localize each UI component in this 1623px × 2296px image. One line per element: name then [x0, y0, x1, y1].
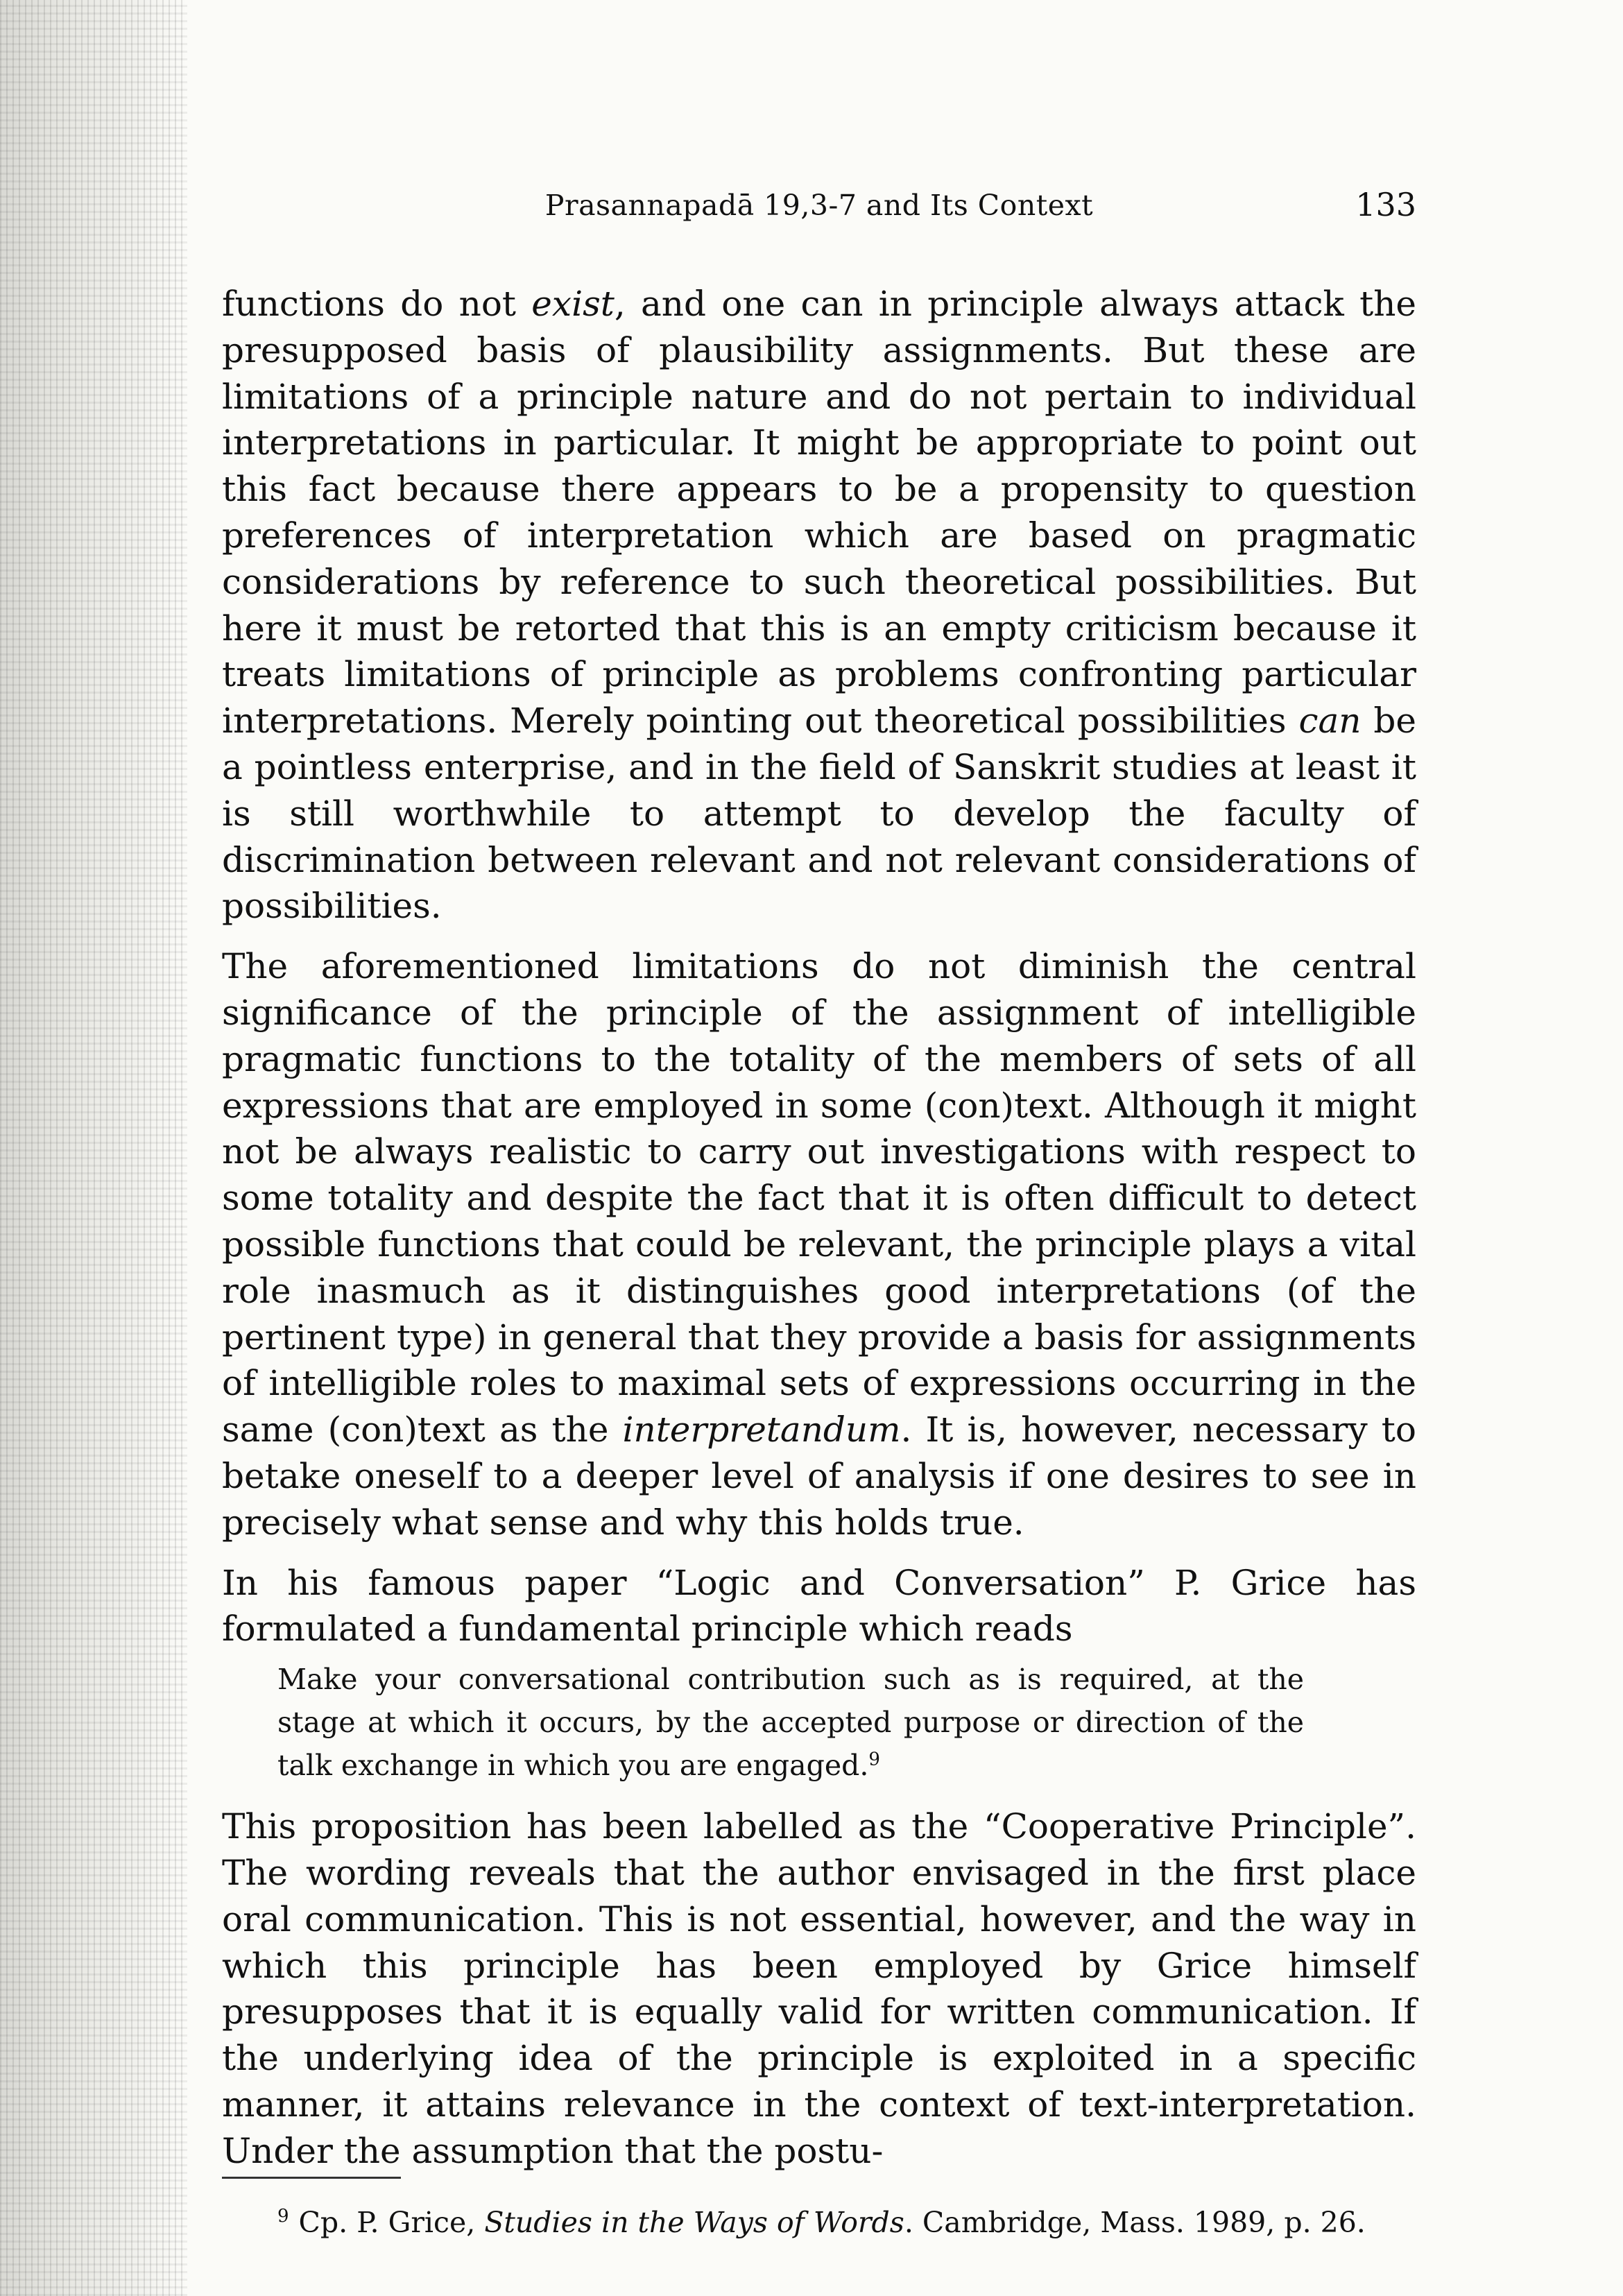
text-run: . It is, however, necessary to betake oneself to a deeper level of analysis if one desires to see in precisely what sense and why this holds true.: [222, 1410, 1416, 1543]
italic-run: can: [1298, 701, 1362, 742]
italic-run: Studies in the Ways of Words: [484, 2206, 904, 2239]
paragraph-1: [222, 281, 1416, 929]
italic-run: interpretandum: [622, 1410, 901, 1450]
text-run: , and one can in principle always attack the presupposed basis of plausibility assignments. But these are limitations of a principle nature and do not pertain to individual interpretations in particular. It might be appropriate to point out this fact because there appears to be a propensity to question preferences of interpretation which are based on pragmatic considerations by reference to such theoretical possibilities. But here it must be retorted that this is an empty criticism because it treats limitations of principle as problems confronting particular interpretations. Merely pointing out theoretical possibilities: [222, 284, 1417, 742]
paragraph-2: [222, 943, 1416, 1545]
page-header: [222, 186, 1416, 230]
running-head: Prasannapadā 19,3-7 and Its Context: [544, 189, 1094, 222]
text-run: Cp. P. Grice,: [298, 2206, 485, 2239]
text-run: In his famous paper “Logic and Conversation” P. Grice has formulated a fundamental principle which reads: [222, 1562, 1416, 1650]
text-run: This proposition has been labelled as the “Cooperative Principle”. The wording reveals that the author envisaged in the first place oral communication. This is not essential, however, and the way in which this principle has been employed by Grice himself presupposes that it is equally valid for written communication. If the underlying idea of the principle is exploited in a specific manner, it attains relevance in the context of text-interpretation. Under the assumption that the postu-: [222, 1806, 1416, 2171]
text-run: The aforementioned limitations do not diminish the central significance of the principle of the assignment of intelligible pragmatic functions to the totality of the members of sets of all expressions that are employed in some (con)text. Although it might not be always realistic to carry out investigations with respect to some totality and despite the fact that it is often difficult to detect possible functions that could be relevant, the principle plays a vital role inasmuch as it distinguishes good interpretations (of the pertinent type) in general that they provide a basis for assignments of intelligible roles to maximal sets of expressions occurring in the same (con)text as the: [222, 946, 1416, 1450]
text-run: be a pointless enterprise, and in the field of Sanskrit studies at least it is still worthwhile to attempt to develop the faculty of discrimination between relevant and not relevant considerations of possibilities.: [222, 701, 1416, 927]
footnote-reference: 9: [868, 1749, 880, 1770]
footnote-rule: [222, 2177, 401, 2179]
scan-binding-shadow: [0, 0, 187, 2296]
paragraph-4: [222, 1804, 1416, 2174]
footnote-9: [277, 2206, 1415, 2239]
text-run: functions do not: [222, 284, 532, 324]
paragraph-3: [222, 1560, 1416, 1653]
text-run: . Cambridge, Mass. 1989, p. 26.: [904, 2206, 1366, 2239]
block-quote: [277, 1658, 1304, 1787]
text-run: Make your conversational contribution such as is required, at the stage at which it occurs, by the accepted purpose or direction of the talk exchange in which you are engaged.: [277, 1663, 1304, 1783]
footnote-number: 9: [277, 2206, 289, 2227]
italic-run: exist: [531, 284, 615, 324]
page-number: 133: [1355, 186, 1416, 223]
body-text: [222, 281, 1416, 2188]
